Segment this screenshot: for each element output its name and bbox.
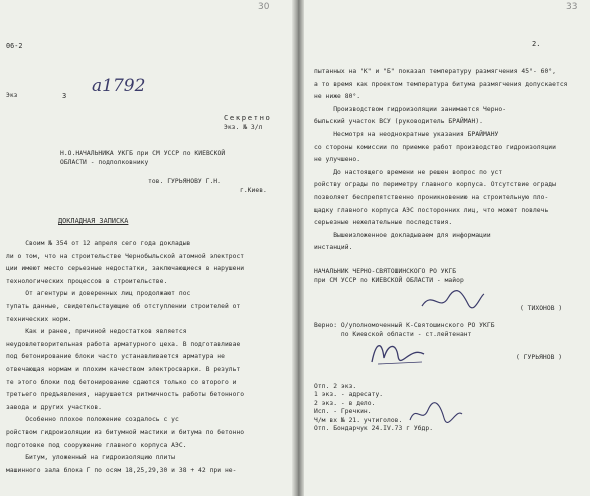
left-body-line-4: технологических процессов в строительстве. [6, 277, 168, 285]
left-body-line-8: Как и ранее, причиной недостатков является [6, 328, 187, 336]
right-body-line-4: Производством гидроизоляции занимается Черно- [314, 105, 507, 113]
distribution-line-3: 2 экз. - в дело. [314, 399, 376, 407]
addressee-line-2: ОБЛАСТИ - подполковнику [60, 159, 149, 166]
left-body-line-16: ройством гидроизоляции из битумной мастики и битума по бетонно [6, 429, 245, 436]
left-body-line-15: Особенно плохое положение создалось с ус [6, 416, 179, 424]
verify-line-1: Верно: О/уполномоченный К-Святошинского РО УКГБ [314, 322, 495, 329]
book-gutter [292, 0, 304, 496]
left-body-line-18: Битум, уложенный на гидроизоляцию плиты [6, 454, 176, 462]
classification: Секретно [224, 113, 272, 122]
addressee-line-1: Н.О.НАЧАЛЬНИКА УКГБ при СМ УССР по КИЕВСКОЙ [60, 150, 226, 157]
left-body-line-6: тупать данные, свидетельствующие об отступлении строителей от [6, 303, 241, 310]
right-body-line-10: ройству ограды по периметру главного корпуса. Отсутствие ограды [314, 181, 556, 189]
right-body-line-8: не улучшено. [314, 156, 361, 164]
distribution-line-1: Отп. 2 экз. [314, 383, 357, 390]
left-body-line-19: машинного зала блока Г по осям 18,25,29,30 и 38 + 42 при не- [6, 466, 237, 474]
left-body-line-5: От агентуры и доверенных лиц продолжают пос [6, 290, 191, 298]
left-body-line-2: ли о том, что на строительстве Чернобыльской атомной электрост [6, 252, 245, 260]
verify-line-2: по Киевской области - ст.лейтенант [314, 331, 472, 338]
right-body-line-9: До настоящего времени не решен вопрос по уст [314, 168, 503, 176]
left-body-line-14: завода и других участков. [6, 403, 103, 411]
left-body-line-13: третьего предъявления, нарушается ритмичность работы бетонного [6, 391, 245, 399]
verify-signature [368, 336, 428, 368]
left-body-line-9: неудовлетворительная работа арматурного цеха. В подготавливае [6, 340, 241, 348]
right-body-line-1: пытанных на "К" и "Б" показал температуру размягчения 45°- 60°, [314, 68, 556, 75]
distribution-line-4: Исп. - Гречкин. [314, 408, 372, 416]
handwritten-number: a1792 [92, 76, 146, 96]
distribution-line-2: 1 экз. - адресату. [314, 391, 384, 399]
city: г.Киев. [240, 187, 267, 194]
left-body-line-1: Своим № 354 от 12 апреля сего года докладыв [6, 240, 191, 247]
right-body-line-12: щадку главного корпуса АЭС посторонних лиц, что может повлечь [314, 206, 549, 214]
verify-name: ( ГУРЬЯНОВ ) [516, 354, 563, 361]
copy-label: Экз [6, 92, 18, 99]
right-body-line-3: не ниже 80°. [314, 93, 361, 101]
archive-number: 30 [258, 2, 270, 12]
left-body-line-7: технических норм. [6, 315, 72, 323]
left-body-line-10: под бетонирование блоки часто устанавливается арматура не [6, 353, 225, 361]
addressee-name: тов. ГУРЬЯНОВУ Г.Н. [148, 178, 221, 185]
right-body-line-7: со стороны комиссии по приемке работ производство гидроизоляции [314, 143, 556, 151]
sheet-label: 06-2 [6, 42, 23, 50]
distribution-line-5: Ч/м вх № 21. учтиголов. [314, 416, 403, 424]
executor-signature [406, 400, 466, 426]
right-body-line-13: серьезные нежелательные последствия. [314, 219, 453, 227]
right-page [298, 0, 590, 496]
left-body-line-12: те этого блоки под бетонирование сдаются только со второго и [6, 378, 237, 386]
chief-line-2: при СМ УССР по КИЕВСКОЙ ОБЛАСТИ - майор [314, 277, 464, 284]
distribution-line-6: Отп. Бондарчук 24.IV.73 г Убдр. [314, 425, 434, 432]
right-body-line-11: позволяет беспрепятственно проникновению на строительную пло- [314, 194, 549, 201]
archive-number-right: 33 [566, 2, 578, 12]
copy-number: 3 [62, 92, 67, 100]
right-body-line-6: Несмотря на неоднократные указания БРАЙМАНУ [314, 131, 499, 138]
chief-signature [418, 286, 488, 314]
page-number: 2. [532, 40, 541, 48]
left-body-line-3: ции имеют место серьезные недостатки, заключающиеся в нарушени [6, 265, 245, 273]
left-body-line-11: отвечающая нормам и плохим качеством электросварки. В результ [6, 366, 241, 373]
right-body-line-14: Вышеизложенное докладываем для информации [314, 231, 491, 239]
right-body-line-5: быльский участок ВСУ (руководитель БРАЙМАН). [314, 118, 484, 126]
chief-line-1: НАЧАЛЬНИК ЧЕРНО-СВЯТОШИНСКОГО РО УКГБ [314, 268, 457, 275]
document-title: ДОКЛАДНАЯ ЗАПИСКА [58, 217, 129, 225]
right-body-line-2: а то время как проектом температура битума размягчения допускается [314, 80, 568, 88]
chief-name: ( ТИХОНОВ ) [520, 305, 563, 312]
left-body-line-17: подготовке под сооружение главного корпуса АЭС. [6, 441, 187, 449]
right-body-line-15: инстанций. [314, 244, 353, 252]
copy-line: Экз. № 3/л [224, 124, 263, 131]
